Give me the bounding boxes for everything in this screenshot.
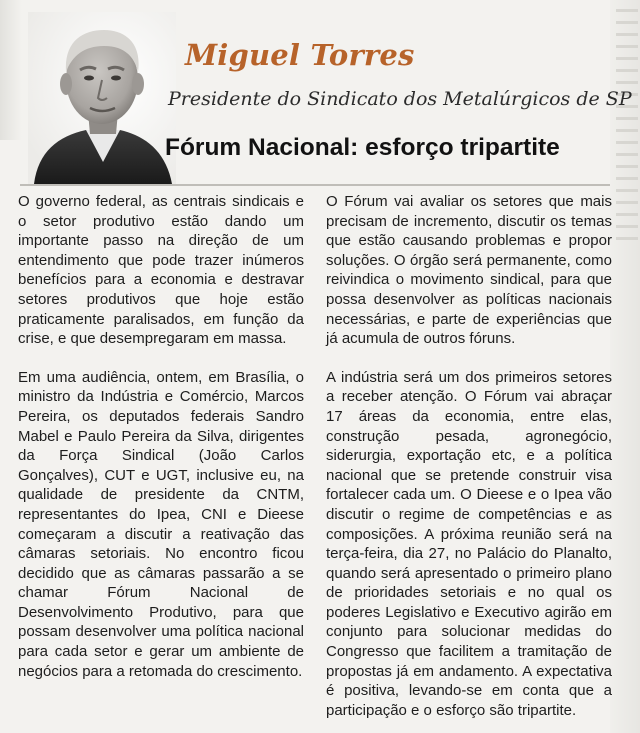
author-name: Miguel Torres — [185, 38, 415, 72]
adjacent-article-edge — [0, 0, 22, 140]
article-body — [18, 192, 612, 732]
article-title: Fórum Nacional: esforço tripartite — [165, 134, 560, 161]
article-paragraph: A indústria será um dos primeiros setores a receber atenção. O Fórum vai abraçar 17 áreas da economia, entre elas, construção pesada, agronegócio, siderurgia, exportação etc, e a política nacional que se pretende construir visa fortalecer cada um. O Dieese e o Ipea vão discutir o regime de competências e as composições. A próxima reunião será na terça-feira, dia 27, no Palácio do Planalto, quando será apresentado o primeiro plano de prioridades setoriais e no qual os poderes Legislativo e Executivo agirão em conjunto para solucionar medidas do Congresso que facilitem a tramitação de propostas já em andamento. A expectativa é positiva, levando-se em conta que a participação e o esforço são tripartite. — [326, 368, 612, 719]
column-header — [20, 8, 632, 184]
article-paragraph: Em uma audiência, ontem, em Brasília, o ministro da Indústria e Comércio, Marcos Pereira, os deputados federais Sandro Mabel e Paulo Pereira da Silva, dirigentes da Força Sindical (João Carlos Gonçalves), CUT e UGT, inclusive eu, na qualidade de presidente da CNTM, representantes do Ipea, CNI e Dieese começaram a discutir a reativação das câmaras setoriais. No encontro ficou decidido que as câmaras passarão a se chamar Fórum Nacional de Desenvolvimento Produtivo, para que possam desenvolver uma política nacional para cada setor e gerar um ambiente de negócios para a retomada do crescimento. — [18, 368, 304, 680]
article-paragraph: O Fórum vai avaliar os setores que mais precisam de incremento, discutir os temas que estão causando problemas e propor soluções. O órgão será permanente, como reivindica o movimento sindical, para que possa desenvolver as políticas nacionais necessárias, e parte de experiências que já acumula de outros fóruns. — [326, 193, 612, 348]
header-divider — [20, 184, 610, 186]
author-portrait — [28, 12, 176, 184]
article-paragraph: O governo federal, as centrais sindicais e o setor produtivo estão dando um importante passo na direção de um entendimento que pode trazer inúmeros benefícios para a economia e destravar setores produtivos que hoje estão praticamente paralisados, em função da crise, e que desempregaram em massa. — [18, 193, 304, 348]
author-role: Presidente do Sindicato dos Metalúrgicos de SP — [168, 88, 632, 110]
